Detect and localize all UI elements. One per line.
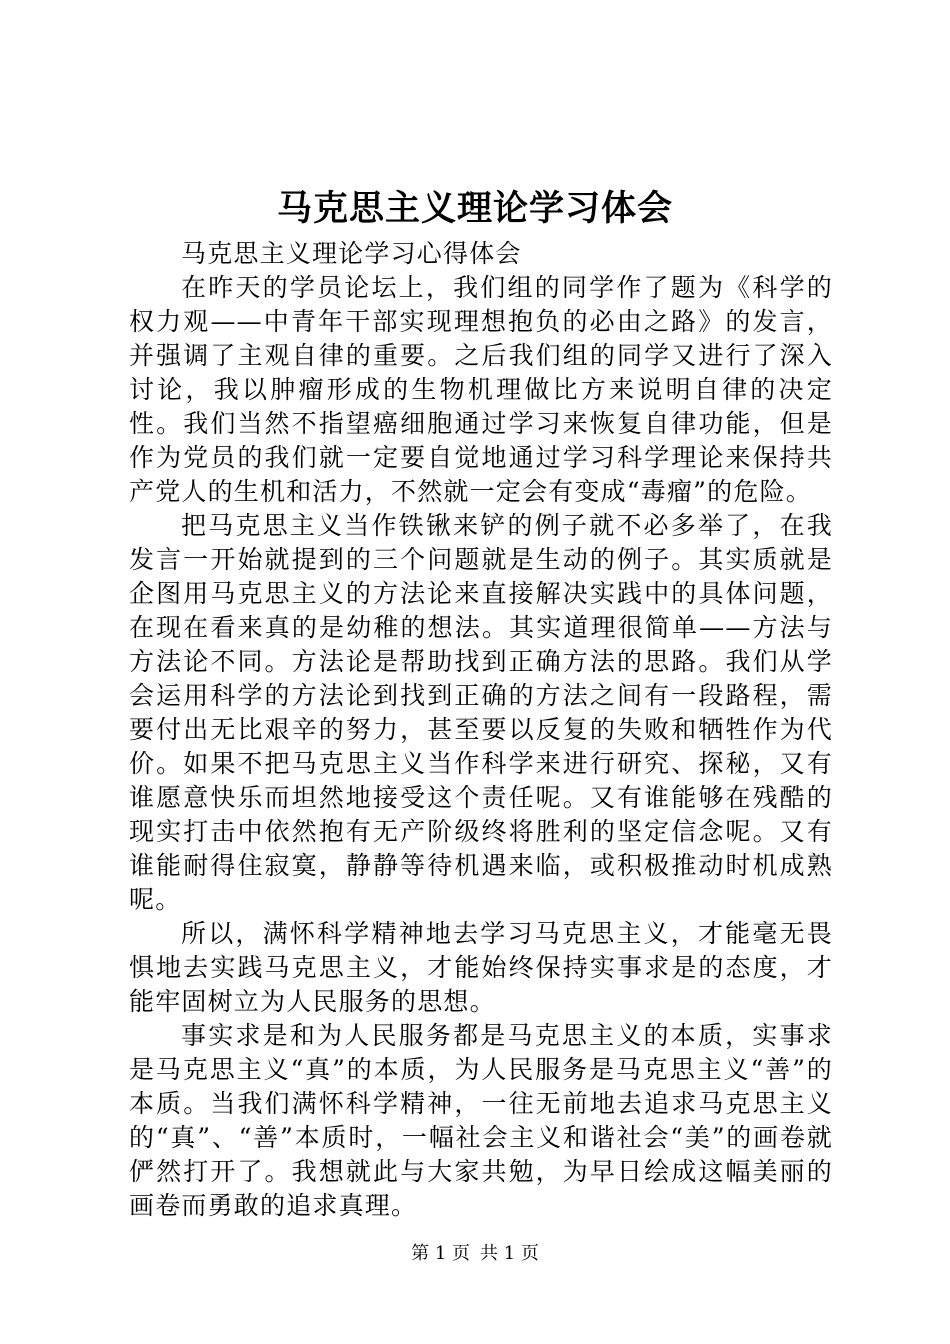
paragraph-2: 把马克思主义当作铁锹来铲的例子就不必多举了，在我发言一开始就提到的三个问题就是生动的例子。其实质就是企图用马克思主义的方法论来直接解决实践中的具体问题，在现在看来真的是幼稚的想法。其实道理很简单——方法与方法论不同。方法论是帮助找到正确方法的思路。我们从学会运用科学的方法论到找到正确的方法之间有一段路程，需要付出无比艰辛的努力，甚至要以反复的失败和牺牲作为代价。如果不把马克思主义当作科学来进行研究、探秘，又有谁愿意快乐而坦然地接受这个责任呢。又有谁能够在残酷的现实打击中依然抱有无产阶级终将胜利的坚定信念呢。又有谁能耐得住寂寞，静静等待机遇来临，或积极推动时机成熟呢。 bbox=[129, 511, 833, 914]
document-subtitle: 马克思主义理论学习心得体会 bbox=[181, 239, 522, 268]
paragraph-3: 所以，满怀科学精神地去学习马克思主义，才能毫无畏惧地去实践马克思主义，才能始终保持实事求是的态度，才能牢固树立为人民服务的思想。 bbox=[129, 919, 833, 1016]
paragraph-4: 事实求是和为人民服务都是马克思主义的本质，实事求是马克思主义“真”的本质，为人民服务是马克思主义“善”的本质。当我们满怀科学精神，一往无前地去追求马克思主义的“真”、“善”本质时，一幅社会主义和谐社会“美”的画卷就俨然打开了。我想就此与大家共勉，为早日绘成这幅美丽的画卷而勇敢的追求真理。 bbox=[129, 1021, 833, 1220]
page-footer bbox=[0, 1241, 950, 1267]
page-total: 共 1 页 bbox=[480, 1243, 539, 1264]
page-number: 第 1 页 bbox=[411, 1243, 470, 1264]
paragraph-1: 在昨天的学员论坛上，我们组的同学作了题为《科学的权力观——中青年干部实现理想抱负的必由之路》的发言，并强调了主观自律的重要。之后我们组的同学又进行了深入讨论，我以肿瘤形成的生物机理做比方来说明自律的决定性。我们当然不指望癌细胞通过学习来恢复自律功能，但是作为党员的我们就一定要自觉地通过学习科学理论来保持共产党人的生机和活力，不然就一定会有变成“毒瘤”的危险。 bbox=[129, 273, 833, 506]
document-body bbox=[129, 237, 833, 1223]
document-title: 马克思主义理论学习体会 bbox=[276, 188, 673, 229]
